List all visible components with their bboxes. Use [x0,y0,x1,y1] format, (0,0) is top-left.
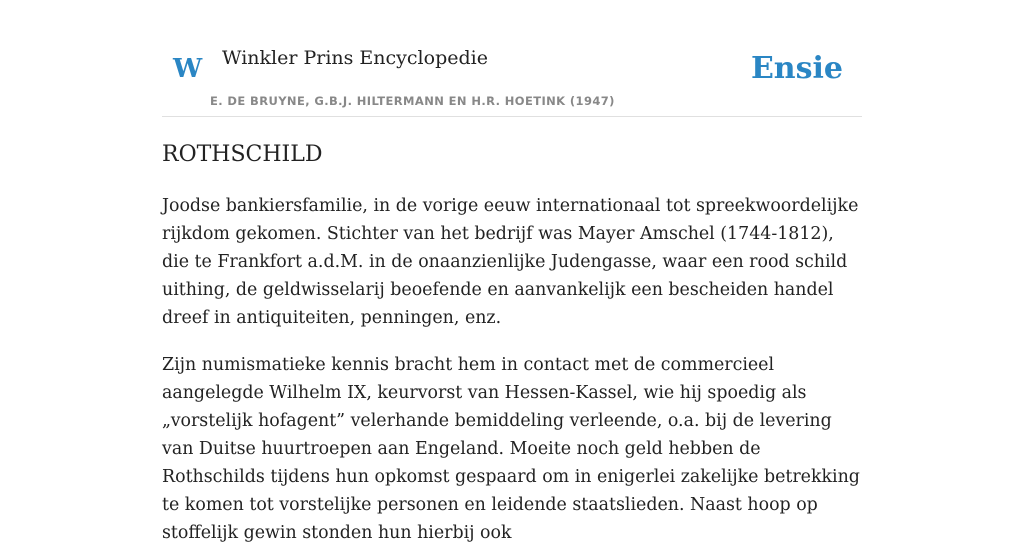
publication-authors: E. DE BRUYNE, G.B.J. HILTERMANN EN H.R. HOETINK (1947) [210,94,615,108]
article-paragraph: Zijn numismatieke kennis bracht hem in contact met de commercieel aangelegde Wilhelm IX, keurvorst van Hessen-Kassel, wie hij spoedig als „vorstelijk hofagent” velerhande bemiddeling verleende, o.a. bij de levering van Duitse huurtroepen aan Engeland. Moeite noch geld hebben de Rothschilds tijdens hun opkomst gespaard om in enigerlei zakelijke betrekking te komen tot vorstelijke personen en leidende staatslieden. Naast hoop op stoffelijk gewin stonden hun hierbij ook [162,355,860,543]
winkler-prins-logo-icon[interactable]: W [173,54,203,84]
site-header [162,0,862,117]
article-paragraph: Joodse bankiersfamilie, in de vorige eeuw internationaal tot spreekwoordelijke rijkdom gekomen. Stichter van het bedrijf was Mayer Amschel (1744-1812), die te Frankfort a.d.M. in de onaanzienlijke Judengasse, waar een rood schild uithing, de geldwisselarij beoefende en aanvankelijk een bescheiden handel dreef in antiquiteiten, penningen, enz. [162,196,859,328]
publication-title: Winkler Prins Encyclopedie [222,47,488,69]
article-title: ROTHSCHILD [162,142,323,167]
ensie-logo-link[interactable]: Ensie [750,51,843,86]
page [162,0,862,543]
